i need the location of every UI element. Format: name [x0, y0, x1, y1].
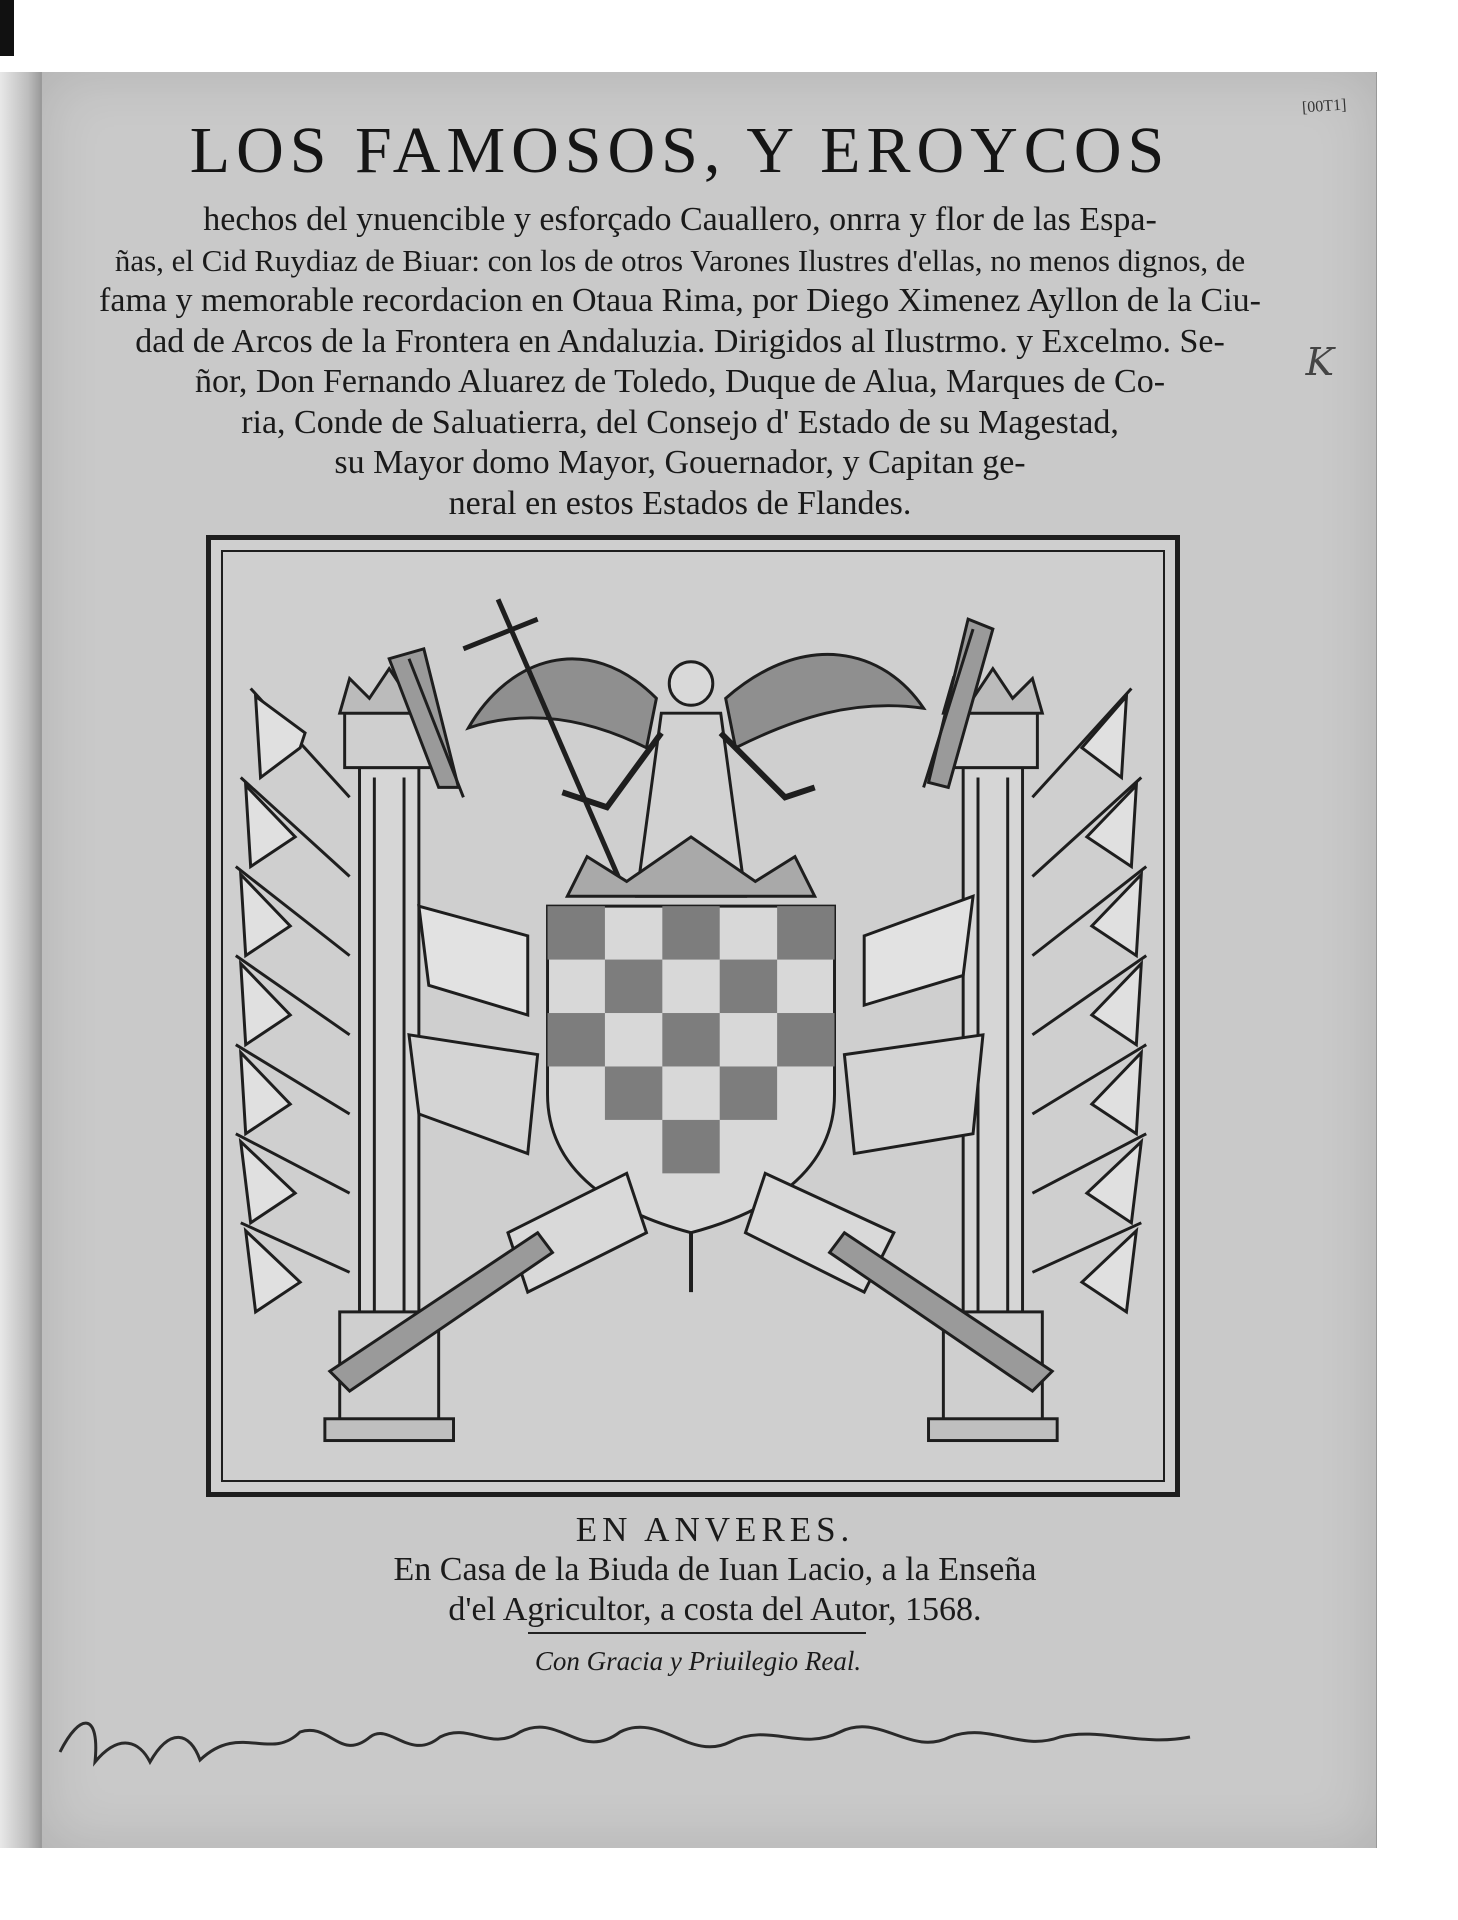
clip-mark: [0, 0, 14, 56]
flag-icon: [1032, 688, 1146, 1311]
flag-icon: [864, 896, 973, 1005]
subtitle-line: dad de Arcos de la Frontera en Andaluzia. Dirigidos al Ilustrmo. y Excelmo. Se-: [135, 322, 1225, 360]
subtitle-line: ria, Conde de Saluatierra, del Consejo d' Estado de su Magestad,: [241, 403, 1119, 441]
book-title: LOS FAMOSOS, Y EROYCOS: [189, 114, 1171, 187]
handwritten-ownership-inscription: [40, 1692, 1240, 1802]
subtitle-line: ñor, Don Fernando Aluarez de Toledo, Duque de Alua, Marques de Co-: [194, 363, 1166, 400]
signature-icon: [40, 1692, 1240, 1802]
shelfmark: [00T1]: [1300, 96, 1347, 117]
flag-icon: [419, 906, 528, 1015]
subtitle-line: fama y memorable recordacion en Otaua Rima, por Diego Ximenez Ayllon de la Ciu-: [99, 282, 1261, 319]
flag-icon: [409, 1035, 538, 1154]
margin-mark: K: [1305, 340, 1334, 384]
coat-of-arms-woodcut-icon: [211, 540, 1175, 1492]
book-binding-edge: [0, 72, 40, 1848]
flag-icon: [236, 688, 350, 1311]
flag-icon: [508, 1173, 647, 1292]
subtitle-line: neral en estos Estados de Flandes.: [448, 484, 912, 522]
imprint-line: En Casa de la Biuda de Iuan Lacio, a la Enseña: [393, 1551, 1037, 1588]
subtitle-line: hechos del ynuencible y esforçado Cauallero, onrra y flor de las Espa-: [203, 201, 1157, 238]
flag-icon: [844, 1035, 983, 1154]
subtitle-line: su Mayor domo Mayor, Gouernador, y Capitan ge-: [334, 444, 1026, 481]
woodcut-frame: [206, 535, 1180, 1497]
cross-icon: [463, 599, 626, 896]
shield-icon: [548, 906, 835, 1233]
privilege-line: Con Gracia y Priuilegio Real.: [534, 1646, 862, 1676]
subtitle-line: ñas, el Cid Ruydiaz de Biuar: con los de otros Varones Ilustres d'ellas, no menos dignos, de: [114, 242, 1246, 278]
imprint-place: EN ANVERES.: [575, 1510, 855, 1549]
imprint-block: [330, 1510, 1100, 1630]
subtitle-block: [85, 200, 1275, 524]
imprint-line: d'el Agricultor, a costa del Autor, 1568.: [448, 1591, 982, 1628]
divider: [528, 1632, 866, 1634]
